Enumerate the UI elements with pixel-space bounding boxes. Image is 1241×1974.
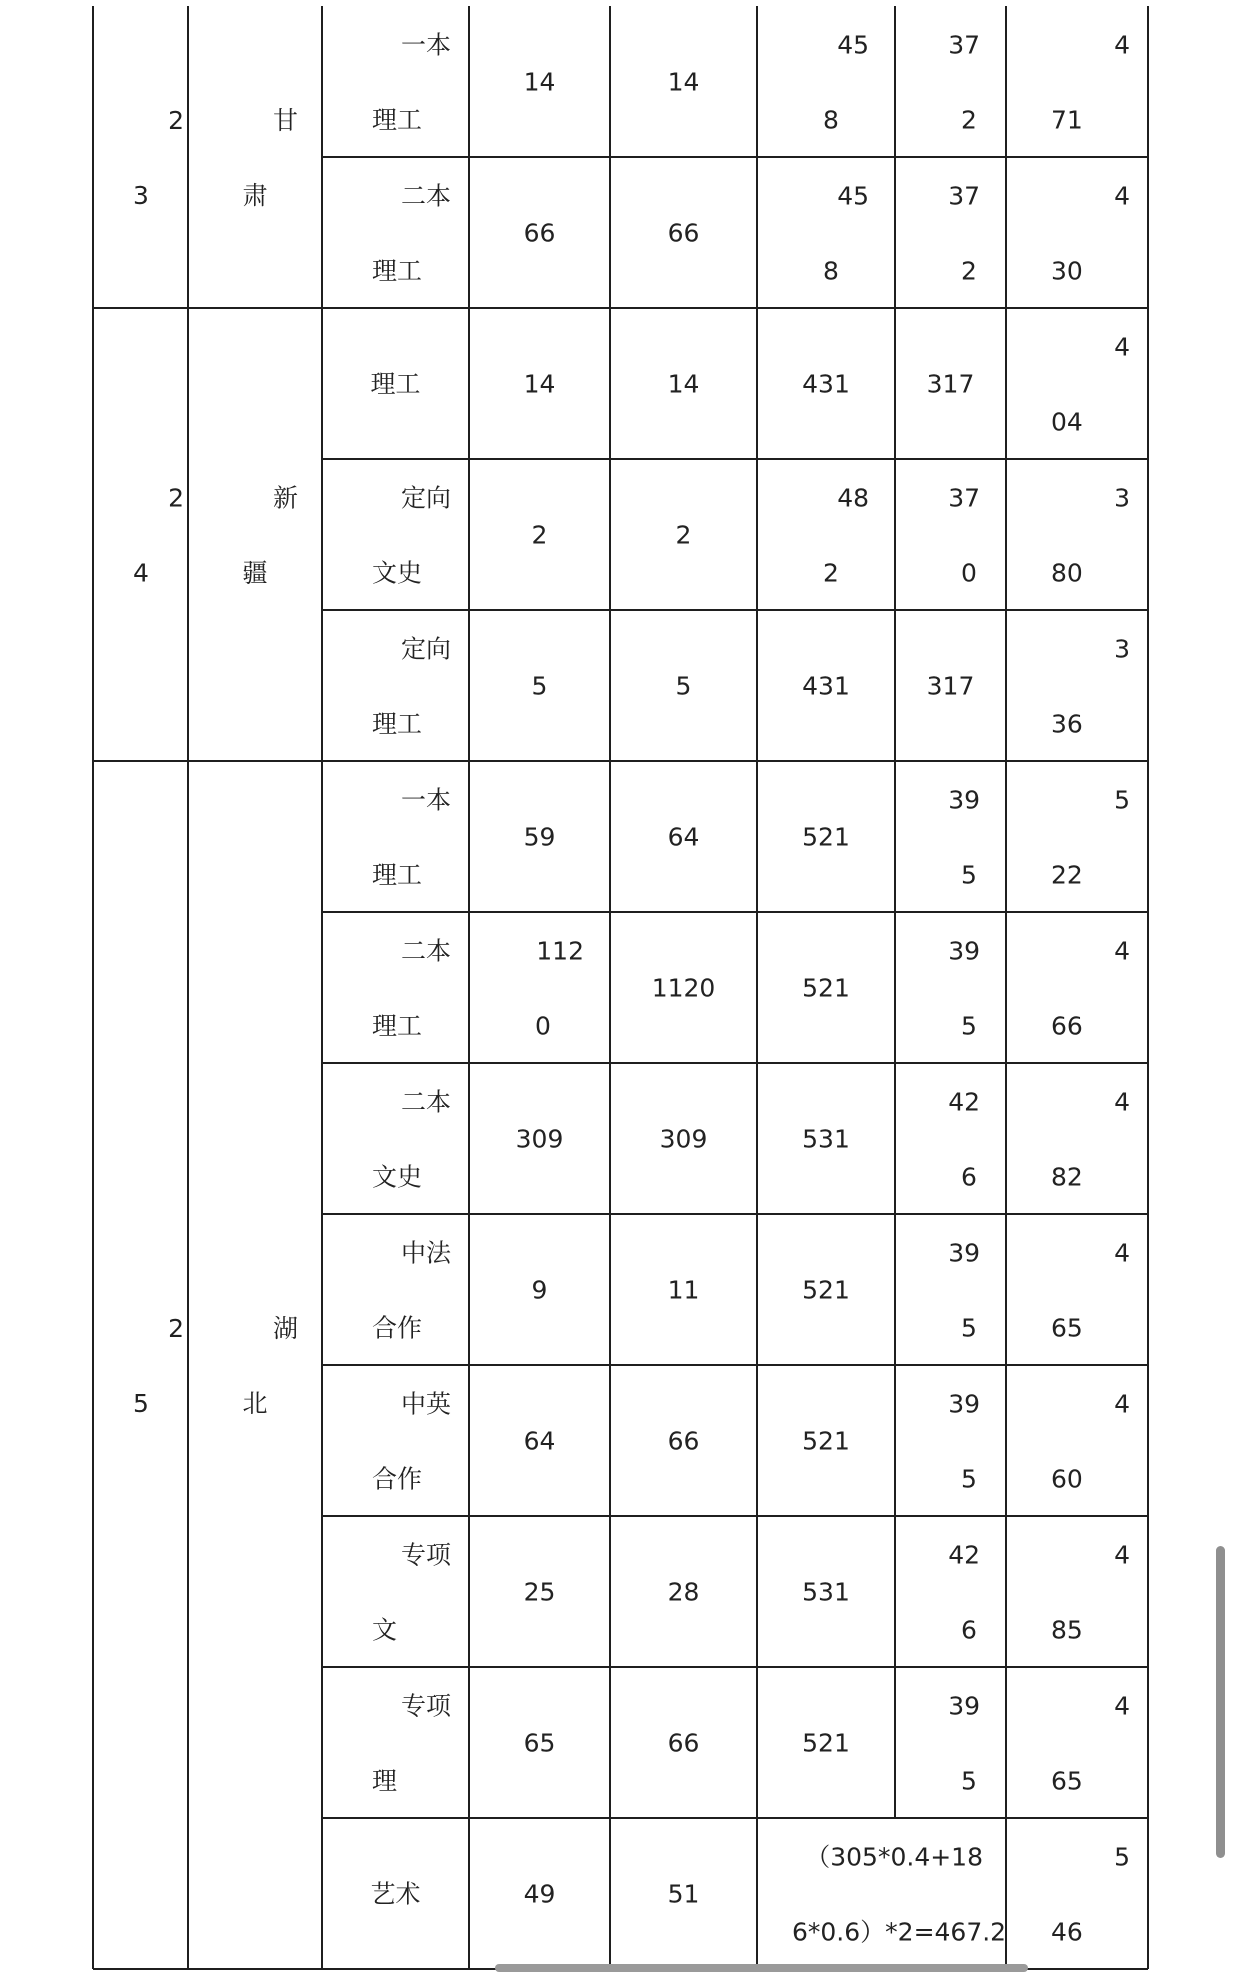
line2-cell: 39 (948, 1691, 980, 1721)
lowest-score-cell: 85 (1051, 1615, 1083, 1645)
lowest-score-cell: 66 (1051, 1011, 1083, 1041)
line1-cell: 8 (823, 105, 839, 135)
line2-cell: 42 (948, 1087, 980, 1117)
category-cell: 专项 (400, 1691, 451, 1721)
lowest-score-cell: 4 (1114, 181, 1130, 211)
line1-cell: 2 (823, 558, 839, 588)
category-cell: 二本 (400, 936, 451, 966)
admitted-cell: 2 (675, 520, 692, 550)
lowest-score-cell: 4 (1114, 1691, 1130, 1721)
formula-cell: （305*0.4+18 (805, 1842, 983, 1872)
formula-cell: 6*0.6）*2=467.2 (792, 1917, 1007, 1947)
planned-cell: 65 (523, 1728, 556, 1758)
lowest-score-cell: 3 (1114, 483, 1130, 513)
line1-cell: 521 (802, 1728, 850, 1758)
admitted-cell: 11 (667, 1275, 700, 1305)
line2-cell: 6 (961, 1162, 977, 1192)
line2-cell: 39 (948, 1238, 980, 1268)
line2-cell: 39 (948, 1389, 980, 1419)
line1-cell: 431 (802, 671, 850, 701)
lowest-score-cell: 36 (1051, 709, 1083, 739)
line2-cell: 5 (961, 1766, 977, 1796)
line1-cell: 431 (802, 369, 850, 399)
admitted-cell: 66 (667, 1426, 700, 1456)
category-cell: 专项 (400, 1540, 451, 1570)
admitted-cell: 309 (659, 1124, 708, 1154)
line1-cell: 521 (802, 1426, 850, 1456)
line2-cell: 5 (961, 1011, 977, 1041)
lowest-score-cell: 4 (1114, 1087, 1130, 1117)
line2-cell: 317 (926, 369, 975, 399)
category-cell: 二本 (400, 1087, 451, 1117)
category-cell: 理工 (372, 105, 423, 135)
row-index: 2 (168, 1314, 184, 1343)
lowest-score-cell: 04 (1051, 407, 1083, 437)
line1-cell: 45 (837, 30, 869, 60)
admitted-cell: 64 (667, 822, 700, 852)
admitted-cell: 66 (667, 218, 700, 248)
category-cell: 中英 (400, 1389, 451, 1419)
line1-cell: 531 (802, 1577, 850, 1607)
lowest-score-cell: 4 (1114, 1238, 1130, 1268)
row-index: 3 (133, 181, 149, 210)
line1-cell: 531 (802, 1124, 850, 1154)
admitted-cell: 14 (667, 67, 700, 97)
lowest-score-cell: 65 (1051, 1766, 1083, 1796)
category-cell: 文史 (372, 1162, 423, 1192)
category-cell: 合作 (372, 1313, 423, 1343)
category-cell: 合作 (372, 1464, 423, 1494)
vertical-scrollbar[interactable] (1216, 1546, 1225, 1858)
line2-cell: 37 (948, 181, 980, 211)
planned-cell: 49 (523, 1879, 556, 1909)
admitted-cell: 5 (675, 671, 692, 701)
line2-cell: 6 (961, 1615, 977, 1645)
row-index: 4 (133, 558, 149, 588)
line1-cell: 521 (802, 973, 850, 1003)
category-cell: 理 (372, 1766, 398, 1796)
lowest-score-cell: 3 (1114, 634, 1130, 664)
province-name: 北 (242, 1389, 268, 1418)
category-cell: 理工 (370, 369, 421, 399)
category-cell: 二本 (400, 181, 451, 211)
admitted-cell: 51 (667, 1879, 700, 1909)
lowest-score-cell: 4 (1114, 1540, 1130, 1570)
line2-cell: 5 (961, 1313, 977, 1343)
planned-cell: 14 (523, 369, 556, 399)
planned-cell: 64 (523, 1426, 556, 1456)
category-cell: 理工 (372, 256, 423, 286)
line1-cell: 48 (837, 483, 869, 513)
line2-cell: 2 (961, 105, 977, 135)
lowest-score-cell: 5 (1114, 785, 1130, 815)
category-cell: 理工 (372, 860, 423, 890)
planned-cell: 2 (531, 520, 548, 550)
planned-cell: 5 (531, 671, 548, 701)
admitted-cell: 1120 (651, 973, 716, 1003)
province-name: 肃 (242, 181, 268, 210)
planned-cell: 59 (523, 822, 556, 852)
planned-cell: 0 (535, 1011, 551, 1041)
line2-cell: 317 (926, 671, 975, 701)
planned-cell: 25 (523, 1577, 556, 1607)
lowest-score-cell: 82 (1051, 1162, 1083, 1192)
category-cell: 一本 (400, 30, 451, 60)
category-cell: 文 (372, 1615, 398, 1645)
row-index: 2 (168, 106, 184, 135)
line2-cell: 0 (961, 558, 977, 588)
lowest-score-cell: 4 (1114, 936, 1130, 966)
lowest-score-cell: 80 (1051, 558, 1083, 588)
row-index: 5 (133, 1389, 149, 1418)
line1-cell: 521 (802, 822, 850, 852)
lowest-score-cell: 5 (1114, 1842, 1130, 1872)
line1-cell: 521 (802, 1275, 850, 1305)
line2-cell: 2 (961, 256, 977, 286)
lowest-score-cell: 4 (1114, 30, 1130, 60)
line2-cell: 37 (948, 483, 980, 513)
province-name: 湖 (272, 1314, 298, 1343)
lowest-score-cell: 71 (1051, 105, 1083, 135)
line2-cell: 5 (961, 860, 977, 890)
line2-cell: 42 (948, 1540, 980, 1570)
category-cell: 理工 (372, 1011, 423, 1041)
line2-cell: 37 (948, 30, 980, 60)
lowest-score-cell: 60 (1051, 1464, 1083, 1494)
category-cell: 定向 (400, 634, 451, 664)
admitted-cell: 66 (667, 1728, 700, 1758)
province-name: 疆 (242, 558, 268, 588)
line2-cell: 39 (948, 785, 980, 815)
admitted-cell: 14 (667, 369, 700, 399)
planned-cell: 66 (523, 218, 556, 248)
category-cell: 理工 (372, 709, 423, 739)
planned-cell: 9 (531, 1275, 548, 1305)
planned-cell: 14 (523, 67, 556, 97)
horizontal-scrollbar[interactable] (495, 1964, 1028, 1972)
category-cell: 艺术 (370, 1879, 421, 1909)
lowest-score-cell: 30 (1051, 256, 1083, 286)
planned-cell: 309 (515, 1124, 564, 1154)
admitted-cell: 28 (667, 1577, 700, 1607)
line2-cell: 5 (961, 1464, 977, 1494)
lowest-score-cell: 65 (1051, 1313, 1083, 1343)
lowest-score-cell: 22 (1051, 860, 1083, 890)
category-cell: 文史 (372, 558, 423, 588)
category-cell: 中法 (400, 1238, 451, 1268)
lowest-score-cell: 4 (1114, 332, 1130, 362)
line1-cell: 8 (823, 256, 839, 286)
category-cell: 一本 (400, 785, 451, 815)
lowest-score-cell: 4 (1114, 1389, 1130, 1419)
province-name: 新 (272, 483, 298, 513)
province-name: 甘 (272, 106, 298, 135)
category-cell: 定向 (400, 483, 451, 513)
lowest-score-cell: 46 (1051, 1917, 1083, 1947)
planned-cell: 112 (536, 936, 584, 966)
line1-cell: 45 (837, 181, 869, 211)
line2-cell: 39 (948, 936, 980, 966)
row-index: 2 (168, 483, 184, 513)
